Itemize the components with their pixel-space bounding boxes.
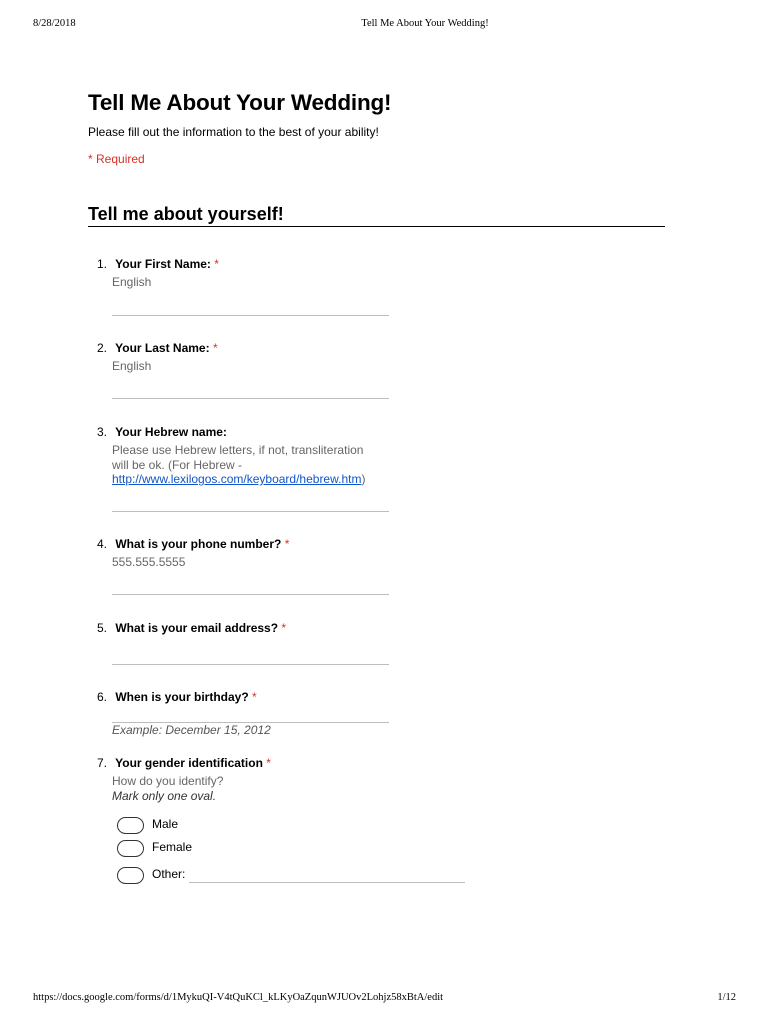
required-note: * Required — [88, 152, 145, 166]
question-hebrew-name — [97, 425, 657, 487]
option-label: Male — [152, 817, 179, 831]
question-text: Your First Name: — [115, 257, 211, 271]
description-close: ) — [361, 472, 366, 486]
question-number: 5. — [97, 621, 108, 635]
question-text: Your Last Name: — [115, 341, 210, 355]
form-title: Tell Me About Your Wedding! — [88, 90, 392, 115]
question-last-name — [97, 341, 657, 374]
hebrew-name-field[interactable] — [112, 511, 389, 512]
question-phone — [97, 537, 657, 570]
first-name-field[interactable] — [112, 315, 389, 316]
description-text: How do you identify? — [112, 774, 224, 788]
required-asterisk: * — [212, 341, 218, 355]
question-label — [97, 257, 657, 271]
radio-oval[interactable] — [117, 867, 144, 884]
phone-field[interactable] — [112, 594, 389, 595]
print-page-number: 1/12 — [717, 992, 736, 1003]
question-label — [97, 621, 657, 635]
question-number: 6. — [97, 690, 108, 704]
question-description: 555.555.5555 — [112, 555, 186, 569]
question-number: 4. — [97, 537, 108, 551]
print-url: https://docs.google.com/forms/d/1MykuQI-V4tQuKCl_kLKyOaZqunWJUOv2Lohjz58xBtA/edit — [33, 992, 444, 1003]
question-description — [112, 443, 377, 487]
birthday-hint: Example: December 15, 2012 — [112, 723, 271, 737]
question-email — [97, 621, 657, 635]
description-text: Please use Hebrew letters, if not, transliteration will be ok. (For Hebrew - — [112, 443, 364, 472]
radio-oval[interactable] — [117, 817, 144, 834]
question-description: English — [112, 359, 152, 373]
question-label — [97, 756, 657, 770]
radio-oval[interactable] — [117, 840, 144, 857]
print-date: 8/28/2018 — [33, 18, 76, 29]
option-label: Female — [152, 840, 193, 854]
section-title: Tell me about yourself! — [88, 204, 665, 227]
last-name-field[interactable] — [112, 398, 389, 399]
question-text: Your gender identification — [115, 756, 263, 770]
print-title: Tell Me About Your Wedding! — [361, 18, 489, 29]
question-label — [97, 425, 657, 439]
question-number: 2. — [97, 341, 108, 355]
required-asterisk: * — [214, 257, 219, 271]
option-label: Other: — [152, 867, 186, 881]
lexilogos-link[interactable]: http://www.lexilogos.com/keyboard/hebrew.htm — [112, 472, 362, 486]
instruction-text: Mark only one oval. — [112, 788, 217, 803]
required-asterisk: * — [266, 756, 271, 770]
question-label — [97, 690, 657, 704]
question-number: 7. — [97, 756, 108, 770]
question-first-name — [97, 257, 657, 290]
question-gender — [97, 756, 657, 803]
required-asterisk: * — [252, 690, 257, 704]
question-description: English — [112, 275, 152, 289]
question-text: What is your phone number? — [115, 537, 282, 551]
question-text: When is your birthday? — [115, 690, 249, 704]
required-asterisk: * — [284, 537, 290, 551]
question-label — [97, 537, 657, 551]
other-text-field[interactable] — [189, 882, 465, 883]
form-description: Please fill out the information to the best of your ability! — [88, 125, 379, 139]
question-number: 1. — [97, 257, 108, 271]
question-birthday — [97, 690, 657, 704]
question-text: What is your email address? — [115, 621, 279, 635]
email-field[interactable] — [112, 664, 389, 665]
required-asterisk: * — [281, 621, 287, 635]
question-label — [97, 341, 657, 355]
question-description — [112, 774, 377, 803]
question-text: Your Hebrew name: — [115, 425, 227, 439]
question-number: 3. — [97, 425, 108, 439]
